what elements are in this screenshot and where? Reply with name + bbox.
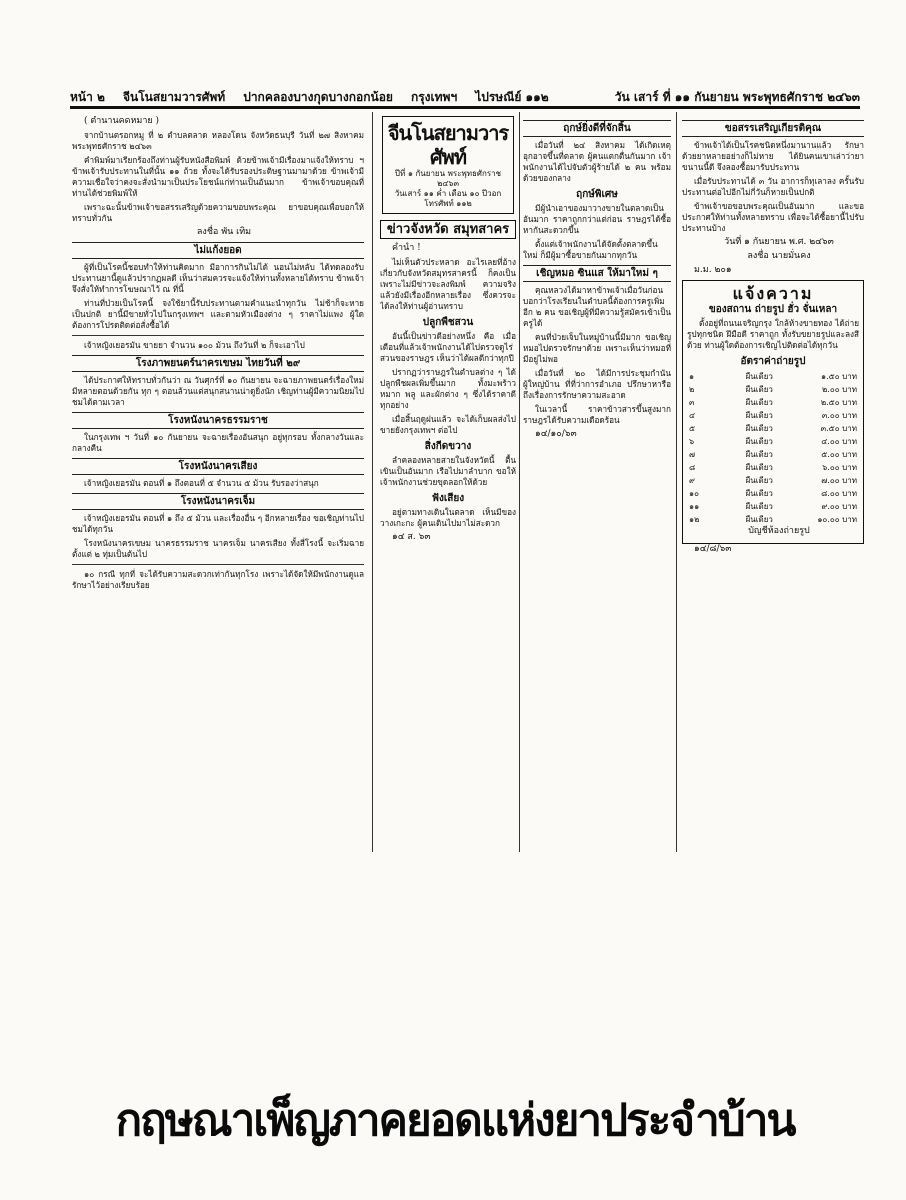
masthead-issue: ปีที่ ๑ กันยายน พระพุทธศักราช ๒๔๖๓ [394, 169, 502, 188]
letter-signature: ลงชื่อ พัน เทิม [196, 227, 252, 237]
advertisement-headline: กฤษณาเพ็ญภาคยอดแห่งยาประจำบ้าน [115, 1095, 795, 1146]
news-paragraph: ปรากฏว่าราษฎรในตำบลต่าง ๆ ได้ปลูกพืชผลเพิ่มขึ้นมาก ทั้งมะพร้าว หมาก พลู และผักต่าง ๆ ซึ่งได้ราคาดีทุกอย่าง [380, 367, 516, 410]
price-cell: ๔ [689, 411, 696, 420]
price-cell: ผืนเดียว [745, 437, 773, 446]
news-paragraph: อันนี้เป็นข่าวดีอย่างหนึ่ง คือ เมื่อเดือนที่แล้วเจ้าพนักงานได้ไปตรวจดูไร่สวนของราษฎร เห็นว่าได้ผลดีกว่าทุกปี [380, 331, 516, 363]
testimonial-code: ม.ม. ๒๐๑ [694, 265, 732, 275]
price-cell: ผืนเดียว [745, 385, 773, 394]
price-row [687, 370, 859, 383]
issue-date: วัน เสาร์ ที่ ๑๑ กันยายน พระพุทธศักราช ๒๔๖๓ [614, 89, 860, 104]
listing-row: เจ้าหญิงเยอรมัน ขายยา จำนวน ๑๐๐ ม้วน ถึงวันที่ ๒ ก็จะเอาไป [84, 340, 305, 350]
column-divider [519, 112, 520, 852]
divider [72, 335, 364, 336]
price-cell: ๑๐.๐๐ บาท [817, 515, 857, 524]
testimonial-paragraph: ข้าพเจ้าได้เป็นโรคชนิดหนึ่งมานานแล้ว รักษาด้วยยาหลายอย่างก็ไม่หาย ได้ยินคนเขาเล่าว่ายาขนานนี้ดี จึงลองซื้อมารับประทาน [682, 140, 864, 172]
theatre-heading: โรงภาพยนตร์นาครเขษม ไทยวันที่ ๒๙ [72, 355, 364, 372]
price-row [687, 474, 859, 487]
price-cell: ๑๐ [689, 489, 699, 498]
price-row [687, 487, 859, 500]
price-row [687, 409, 859, 422]
price-table-title: อัตราค่าถ่ายรูป [740, 356, 806, 367]
notice-title: แจ้งความ [732, 284, 814, 303]
price-cell: ๑๑ [689, 502, 700, 511]
price-row [687, 500, 859, 513]
price-cell: ๔.๐๐ บาท [821, 437, 857, 446]
theatre-paragraph: เจ้าหญิงเยอรมัน ตอนที่ ๑ ถึงตอนที่ ๕ จำนวน ๕ ม้วน รับรองว่าสนุก [84, 478, 319, 488]
article-heading: ไม่แก้งยอด [72, 242, 364, 259]
price-cell: ๑๒ [689, 515, 700, 524]
price-cell: ผืนเดียว [745, 463, 773, 472]
column-2 [380, 116, 516, 938]
price-cell: ผืนเดียว [745, 372, 773, 381]
news-paragraph: ตั้งแต่เจ้าพนักงานได้จัดตั้งตลาดขึ้นใหม่ ก็มีผู้มาซื้อขายกันมากทุกวัน [523, 239, 658, 260]
notice-subtitle: ของสถาน ถ่ายรูป ฮั่ว จั่นเหลา [708, 304, 838, 315]
price-row [687, 422, 859, 435]
price-cell: ๓.๐๐ บาท [821, 411, 857, 420]
editor-box: ปากคลองบางกุดบางกอกน้อย [243, 89, 393, 104]
intro-label: คำนำ ! [392, 243, 421, 253]
price-row [687, 435, 859, 448]
price-cell: ผืนเดียว [745, 515, 773, 524]
column-divider [372, 112, 373, 852]
price-cell: ๖ [689, 437, 695, 446]
sub-heading: ฟังเสียง [431, 493, 465, 504]
price-cell: ๘ [689, 463, 696, 472]
price-cell: ๗.๐๐ บาท [821, 476, 857, 485]
letter-paragraph: คำพิมพ์มาเรียกร้องถึงท่านผู้รับหนังสือพิมพ์ ด้วยข้าพเจ้ามีเรื่องมาแจ้งให้ทราบ ฯ ข้าพเจ้ารับประทานในที่นั้น ๑๑ ถ้วย ทั้งจะได้รับรองประดิษฐานมามาด้วย ข้าพเจ้ามีความเชื่อใจว่าคงจะสั่งนำมาเป็นประโยชน์แก่ท่านเป็นอันมาก ข้าพเจ้าขอบคุณที่ท่านได้ช่วยพิมพ์ให้ [72, 155, 364, 198]
article-date: ๑๔/๑๐/๖๓ [535, 429, 577, 439]
place: กรุงเทพฯ [410, 89, 458, 104]
column-4 [682, 116, 864, 938]
sub-heading: ฤกษ์พิเศษ [576, 189, 618, 200]
price-row [687, 461, 859, 474]
testimonial-signature: ลงชื่อ นายมั่นคง [747, 251, 811, 261]
news-paragraph: เมื่อวันที่ ๒๔ สิงหาคม ได้เกิดเหตุอุกอาจขึ้นที่ตลาด ผู้คนแตกตื่นกันมาก เจ้าพนักงานได้ไปจับตัวผู้ร้ายได้ ๒ คน พร้อมด้วยของกลาง [523, 140, 671, 183]
photo-studio-notice [682, 280, 864, 544]
price-cell: ๑.๕๐ บาท [821, 372, 857, 381]
notice-code: ๑๔/๘/๖๓ [694, 544, 732, 554]
news-heading: ฤกษ์ยิ่งดีที่จักสิ้น [523, 120, 671, 137]
price-row [687, 383, 859, 396]
news-heading: ข่าวจังหวัด สมุทสาคร [380, 220, 516, 239]
testimonial-heading: ขอสรรเสริญเกียรติคุณ [682, 120, 864, 137]
theatre-heading: โรงหนังนาครเจ็ม [72, 493, 364, 510]
theatre-paragraph: โรงหนังนาครเขษม นาครธรรมราช นาครเจ็ม นาครเสียง ทั้งสี่โรงนี้ จะเริ่มฉายตั้งแต่ ๒ ทุ่มเป็นต้นไป [72, 538, 364, 559]
testimonial-date: วันที่ ๑ กันยายน พ.ศ. ๒๔๖๓ [724, 237, 834, 247]
article-date: ๑๔ ส. ๖๓ [392, 532, 431, 542]
price-row [687, 513, 859, 526]
news-paragraph: คุณหลวงได้มาหาข้าพเจ้าเมื่อวันก่อน บอกว่าโรงเรียนในตำบลนี้ต้องการครูเพิ่มอีก ๒ คน ขอเชิญผู้ที่มีความรู้สมัครเข้าเป็นครูได้ [523, 285, 671, 328]
sub-heading: ปลูกพืชสวน [422, 317, 474, 328]
price-cell: ๕ [689, 424, 696, 433]
news-paragraph: เมื่อวันที่ ๒๐ ได้มีการประชุมกำนันผู้ใหญ่บ้าน ที่ที่ว่าการอำเภอ ปรึกษาหารือถึงเรื่องการรักษาความสะอาด [523, 368, 671, 400]
price-cell: ๒.๐๐ บาท [822, 385, 857, 394]
theatre-paragraph: ในกรุงเทพ ฯ วันที่ ๑๐ กันยายน จะฉายเรื่องอันสนุก อยู่ทุกรอบ ทั้งกลางวันและกลางคืน [72, 432, 364, 453]
divider [72, 564, 364, 565]
price-footer: บัญชีห้องถ่ายรูป [748, 526, 810, 536]
sub-heading: สิ่งกีดขวาง [424, 441, 472, 452]
notice-paragraph: ตั้งอยู่ที่ถนนเจริญกรุง ใกล้ห้างขายทอง ได้ถ่ายรูปทุกชนิด ฝีมือดี ราคาถูก ทั้งรับขยายรูปและลงสีด้วย ท่านผู้ใดต้องการเชิญไปติดต่อได้ทุกวัน [687, 318, 859, 350]
news-paragraph: อยู่ตามทางเดินในตลาด เห็นมีของวางเกะกะ ผู้คนเดินไปมาไม่สะดวก [380, 507, 516, 528]
letter-paragraph: เพราะฉะนั้นข้าพเจ้าขอสรรเสริญด้วยความขอบพระคุณ ยาขอบคุณเพื่อบอกให้ทราบทั่วกัน [72, 202, 364, 223]
news-paragraph: ในเวลานี้ ราคาข้าวสารขึ้นสูงมาก ราษฎรได้รับความเดือดร้อน [523, 404, 671, 425]
testimonial-paragraph: ข้าพเจ้าขอขอบพระคุณเป็นอันมาก และขอประกาศให้ท่านทั้งหลายทราบ เพื่อจะได้ซื้อยานี้ไปรับประทานบ้าง [682, 201, 864, 233]
price-cell: ผืนเดียว [745, 502, 773, 511]
masthead-phone: โทรศัพท์ ๑๑๒ [424, 199, 472, 208]
news-paragraph: ไม่เห็นตัวประหลาด อะไรเลยที่อ้าง เกี่ยวกับจังหวัดสมุทรสาครนี้ ก็คงเป็นเพราะไม่มีข่าวจะลงพิมพ์ ความจริงแล้วยังมีเรื่องอีกหลายเรื่อง ซึ่งควรจะได้ลงให้ท่านผู้อ่านทราบ [380, 257, 516, 311]
header-rule [70, 106, 860, 109]
price-cell: ๒.๕๐ บาท [820, 398, 857, 407]
column-1 [72, 116, 364, 854]
price-cell: ๕.๐๐ บาท [821, 450, 857, 459]
price-cell: ผืนเดียว [745, 476, 773, 485]
testimonial-paragraph: เมื่อรับประทานได้ ๓ วัน อาการก็ทุเลาลง ครั้นรับประทานต่อไปอีกไม่กี่วันก็หายเป็นปกติ [682, 176, 864, 197]
news-paragraph: มีผู้นำเอาของมาวางขายในตลาดเป็นอันมาก ราคาถูกกว่าแต่ก่อน ราษฎรได้ซื้อหากันสะดวกขึ้น [523, 203, 671, 235]
price-cell: ผืนเดียว [745, 450, 773, 459]
price-cell: ๓ [689, 398, 695, 407]
page-number: หน้า ๒ [70, 89, 105, 104]
section-label: ( ตำนานคดหมาย ) [84, 116, 160, 126]
price-row [687, 448, 859, 461]
theatre-paragraph: ได้ประกาศให้ทราบทั่วกันว่า ณ วันศุกร์ที่ ๑๐ กันยายน จะฉายภาพยนตร์เรื่องใหม่ มีหลายตอนด้วยกัน ทุก ๆ ตอนล้วนแต่สนุกสนานน่าดูยิ่งนัก เชิญท่านผู้มีความนิยมไปชมได้ตามเวลา [72, 375, 364, 407]
price-cell: ผืนเดียว [745, 424, 773, 433]
news-heading: เชิญหมอ ซินแส ให้มาใหม่ ๆ [523, 265, 671, 282]
price-cell: ๒ [689, 385, 695, 394]
masthead-title: จีนโนสยามวารศัพท์ [387, 121, 509, 169]
masthead-date: วันเสาร์ ๑๑ ค่ำ เดือน ๑๐ ปีวอก [394, 189, 502, 198]
price-cell: ๘.๐๐ บาท [821, 489, 857, 498]
price-cell: ๙.๐๐ บาท [821, 502, 857, 511]
theatre-paragraph: เจ้าหญิงเยอรมัน ตอนที่ ๑ ถึง ๕ ม้วน และเรื่องอื่น ๆ อีกหลายเรื่อง ขอเชิญท่านไปชมได้ทุกวัน [72, 513, 364, 534]
article-paragraph: ผู้ที่เป็นโรคนี้ชอบทำให้ท่านคิดมาก มีอาการกินไม่ได้ นอนไม่หลับ ได้ทดลองรับประทานยานี้ดูแล้วปรากฏผลดี เห็นว่าสมควรจะแจ้งให้ท่านทั้งหลายได้ทราบ ข้าพเจ้าจึงสั่งให้ทำการโฆษณาไว้ ณ ที่นี้ [72, 262, 364, 294]
masthead [382, 116, 514, 214]
price-cell: ๙ [689, 476, 695, 485]
column-divider [676, 112, 677, 852]
theatre-paragraph: ๑๐ กรณี ทุกที่ จะได้รับความสะดวกเท่ากันทุกโรง เพราะได้จัดให้มีพนักงานดูแลรักษาไว้อย่างเรียบร้อย [72, 569, 364, 590]
letter-paragraph: จากบ้านตรอกหมู ที่ ๒ ตำบลตลาด หลองโดน จังหวัดธนบุรี วันที่ ๒๗ สิงหาคม พระพุทธศักราช ๒๔๖๓ [72, 130, 364, 151]
news-paragraph: เมื่อสิ้นฤดูฝนแล้ว จะได้เก็บผลส่งไปขายยังกรุงเทพฯ ต่อไป [380, 414, 516, 435]
price-cell: ๖.๐๐ บาท [822, 463, 857, 472]
article-paragraph: ท่านที่ป่วยเป็นโรคนี้ จงใช้ยานี้รับประทานตามคำแนะนำทุกวัน ไม่ช้าก็จะหายเป็นปกติ ยานี้มีขายทั่วไปในกรุงเทพฯ และตามหัวเมืองต่าง ๆ ราคาไม่แพง ผู้ใดต้องการโปรดติดต่อสั่งซื้อได้ [72, 298, 364, 330]
price-row [687, 396, 859, 409]
news-paragraph: ลำคลองหลายสายในจังหวัดนี้ ตื้นเขินเป็นอันมาก เรือไปมาลำบาก ขอให้เจ้าพนักงานช่วยขุดลอกให้ด้วย [380, 455, 516, 487]
price-cell: ผืนเดียว [745, 398, 773, 407]
price-cell: ผืนเดียว [745, 489, 773, 498]
price-cell: ๓.๕๐ บาท [820, 424, 857, 433]
price-cell: ๑ [689, 372, 695, 381]
theatre-heading: โรงหนังนาครธรรมราช [72, 412, 364, 429]
price-cell: ๗ [689, 450, 696, 459]
price-table [687, 370, 859, 526]
theatre-heading: โรงหนังนาครเสียง [72, 458, 364, 475]
office-phone: ไปรษณีย์ ๑๑๒ [475, 89, 549, 104]
column-3 [523, 116, 671, 938]
news-paragraph: คนที่ป่วยเจ็บในหมู่บ้านนี้มีมาก ขอเชิญหมอไปตรวจรักษาด้วย เพราะเห็นว่าหมอที่มีอยู่ไม่พอ [523, 332, 671, 364]
newspaper-name: จีนโนสยามวารศัพท์ [122, 89, 226, 104]
price-cell: ผืนเดียว [745, 411, 773, 420]
